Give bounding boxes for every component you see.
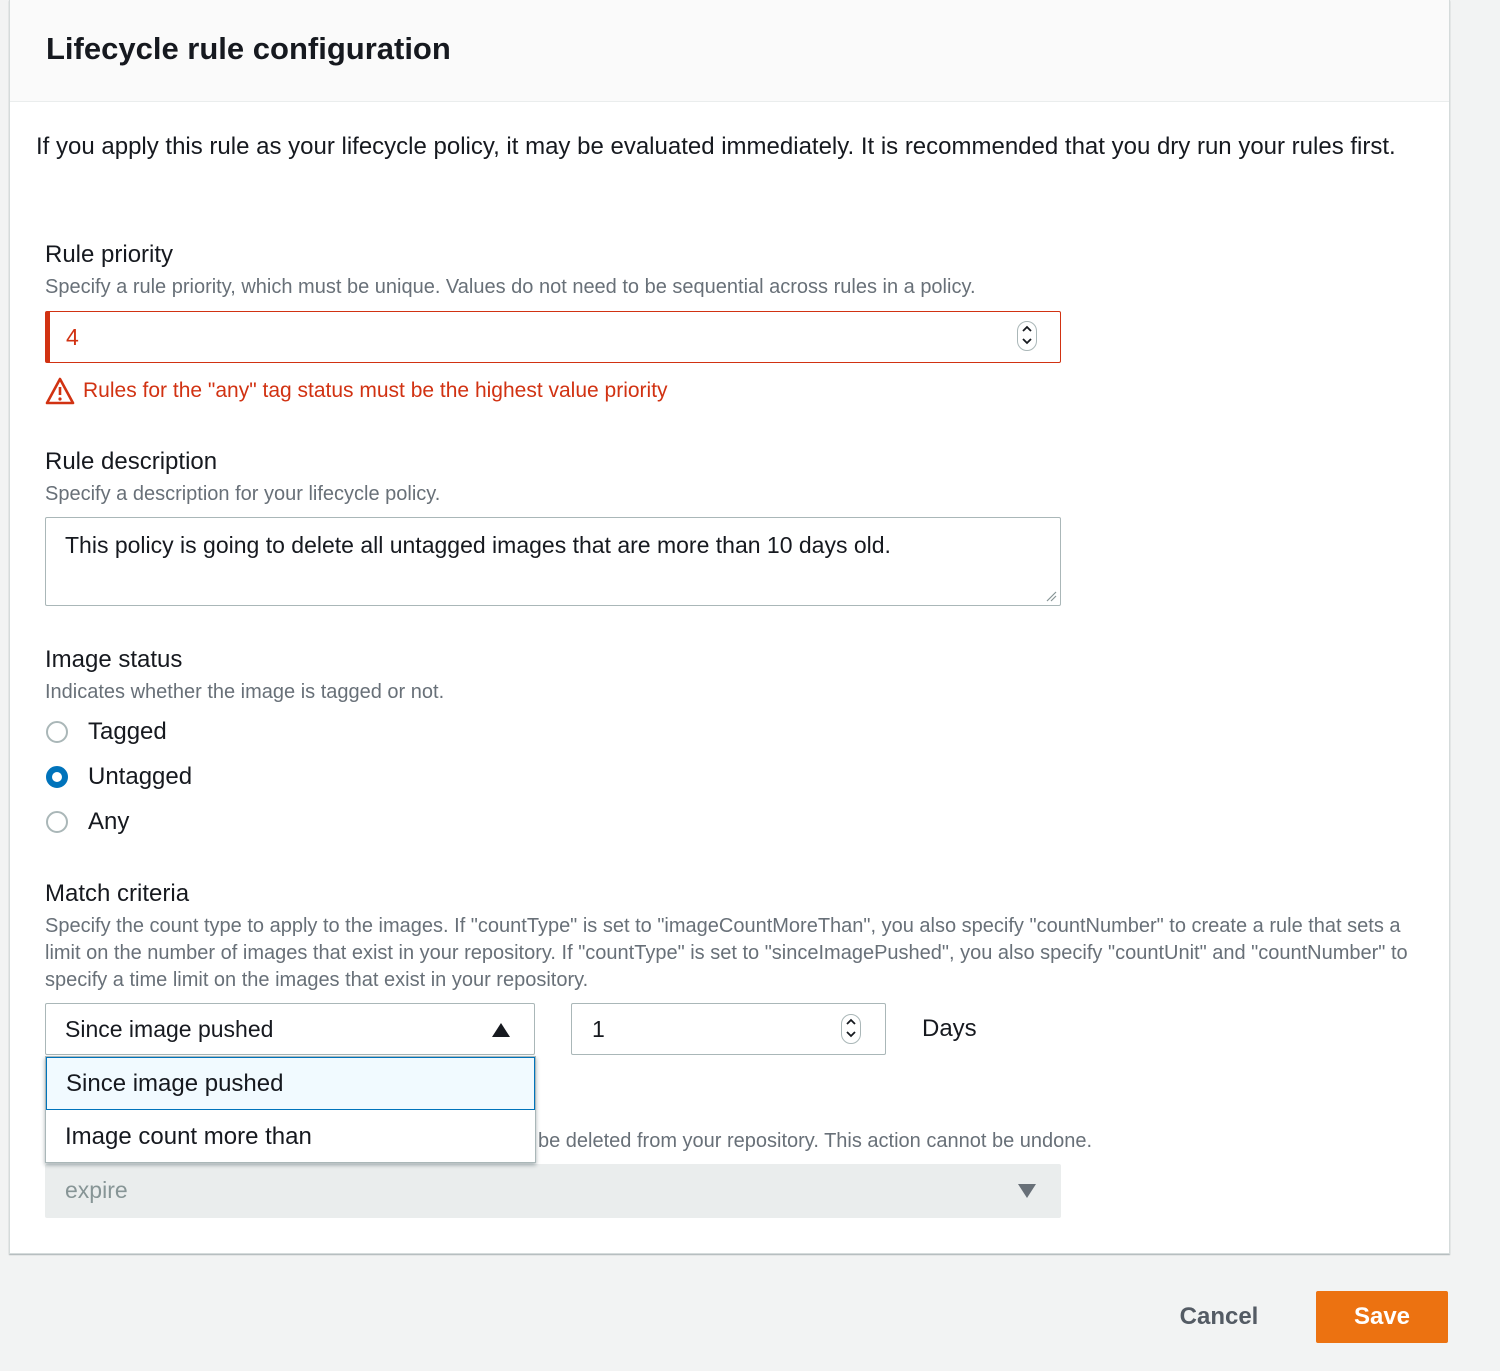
rule-description-help: Specify a description for your lifecycle policy. <box>45 483 441 505</box>
image-status-label: Image status <box>45 646 183 673</box>
count-type-select[interactable] <box>45 1003 535 1055</box>
rule-priority-label: Rule priority <box>45 241 174 268</box>
match-criteria-description: Specify the count type to apply to the images. If "countType" is set to "imageCountMoreThan", you also specify "countNumber" to create a rule that sets a limit on the number of images that exist in your repository. If "countType" is set to "sinceImagePushed", you also specify "countUnit" and "countNumber" to specify a time limit on the images that exist in your repository. <box>45 915 1408 991</box>
rule-description-label: Rule description <box>45 448 218 475</box>
intro-text: If you apply this rule as your lifecycle policy, it may be evaluated immediately. It is recommended that you dry run your rules first. <box>36 133 1396 160</box>
rule-priority-input[interactable] <box>45 311 1061 363</box>
save-button[interactable]: Save <box>1316 1291 1448 1343</box>
caret-up-icon <box>491 1022 511 1038</box>
radio-tagged[interactable] <box>46 721 68 743</box>
warning-icon <box>45 377 75 405</box>
stepper-arrows-icon <box>1021 322 1033 348</box>
radio-tagged-label[interactable]: Tagged <box>88 718 167 745</box>
count-type-option-image-count[interactable]: Image count more than <box>65 1123 312 1150</box>
rule-priority-stepper[interactable] <box>1017 321 1037 351</box>
count-unit-label: Days <box>922 1015 977 1042</box>
image-status-description: Indicates whether the image is tagged or not. <box>45 681 445 703</box>
stepper-arrows-icon <box>845 1015 857 1041</box>
count-type-option-since-pushed[interactable]: Since image pushed <box>46 1057 535 1110</box>
rule-description-value: This policy is going to delete all untagged images that are more than 10 days old. <box>65 532 891 558</box>
count-type-value: Since image pushed <box>65 1016 274 1042</box>
panel-title: Lifecycle rule configuration <box>46 31 451 66</box>
radio-any-label[interactable]: Any <box>88 808 130 835</box>
rule-action-value: expire <box>65 1177 128 1203</box>
count-number-value: 1 <box>592 1016 605 1042</box>
caret-down-icon <box>1017 1183 1037 1199</box>
cancel-button[interactable]: Cancel <box>1179 1303 1259 1330</box>
radio-untagged[interactable] <box>46 766 68 788</box>
rule-action-description: be deleted from your repository. This action cannot be undone. <box>538 1130 1093 1152</box>
rule-priority-error: Rules for the "any" tag status must be the highest value priority <box>83 379 668 402</box>
count-type-dropdown <box>45 1056 536 1163</box>
rule-priority-value: 4 <box>66 324 79 350</box>
radio-any[interactable] <box>46 811 68 833</box>
rule-priority-description: Specify a rule priority, which must be unique. Values do not need to be sequential across rules in a policy. <box>45 276 976 298</box>
count-number-input[interactable] <box>571 1003 886 1055</box>
match-criteria-label: Match criteria <box>45 880 190 907</box>
panel-header <box>10 0 1449 102</box>
radio-untagged-label[interactable]: Untagged <box>88 763 193 790</box>
resize-handle-icon[interactable] <box>1045 590 1057 602</box>
count-number-stepper[interactable] <box>841 1014 861 1044</box>
rule-description-textarea[interactable] <box>45 517 1061 606</box>
rule-action-select <box>45 1164 1061 1218</box>
